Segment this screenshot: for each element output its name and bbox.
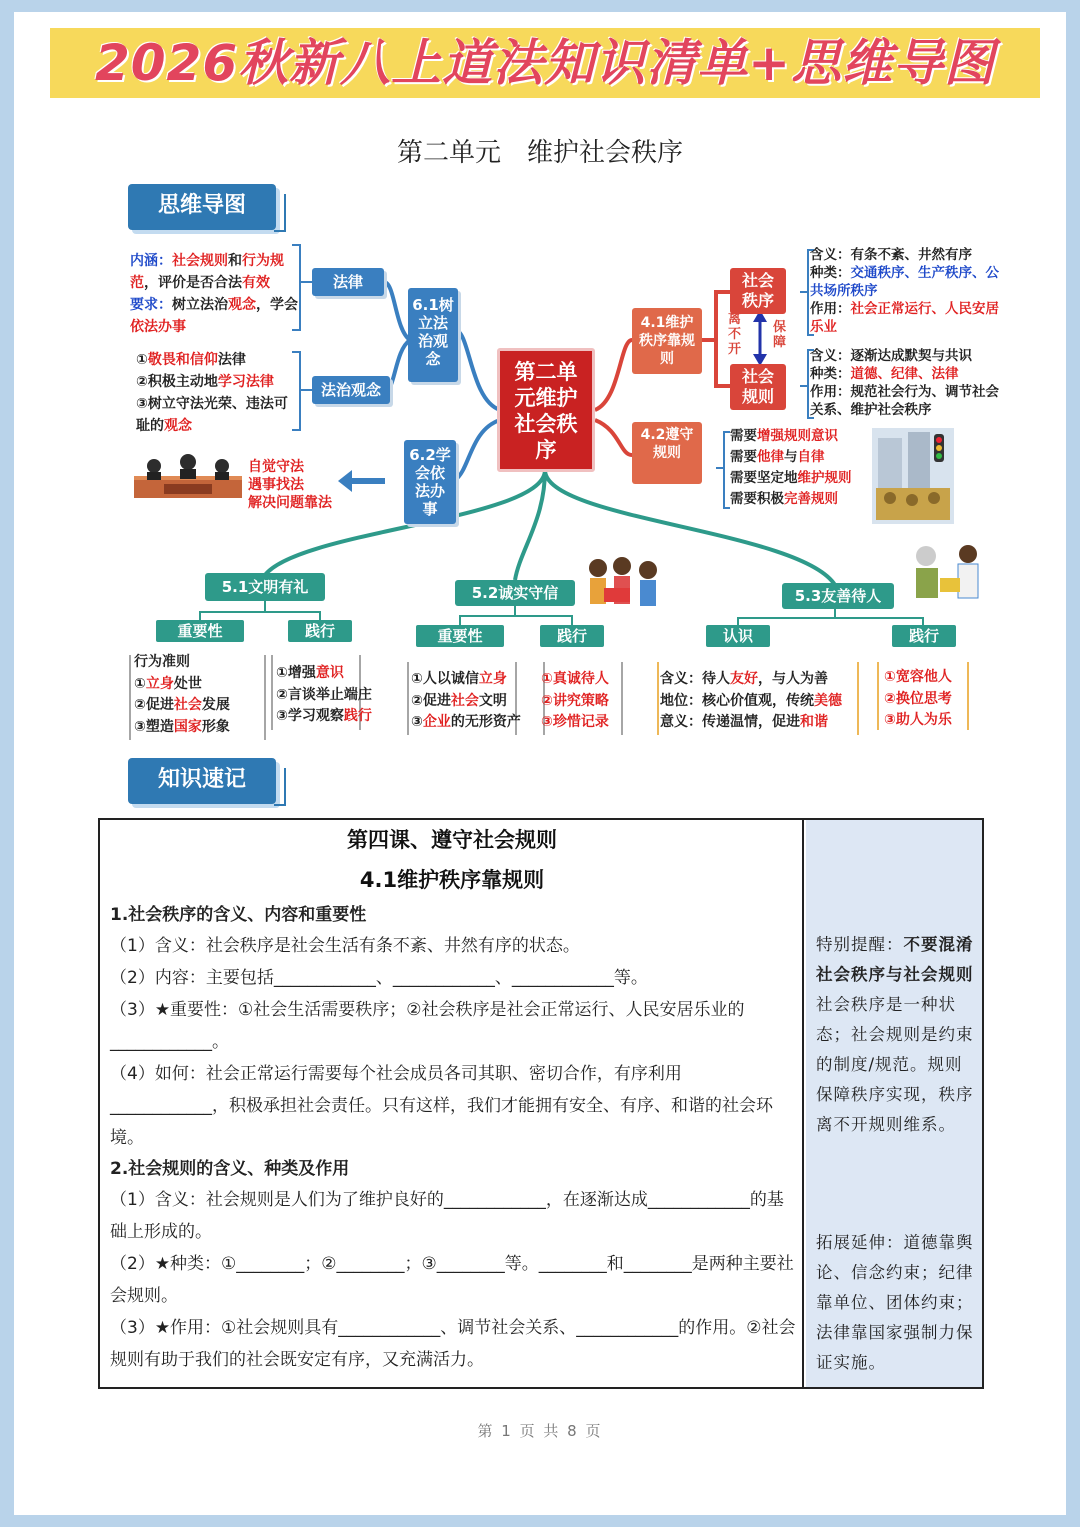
helping-elder-illustration	[906, 542, 986, 610]
knowledge-content	[110, 900, 800, 1376]
comply-rules-list: 需要增强规则意识 需要他律与自律 需要坚定地维护规则 需要积极完善规则	[730, 428, 852, 507]
node-5-3: 5.3友善待人	[782, 583, 894, 609]
mindmap-tag: 思维导图	[128, 184, 276, 230]
etiquette-practice: ①增强意识 ②言谈举止端庄 ③学习观察践行	[276, 665, 372, 724]
lesson-title: 第四课、遵守社会规则	[347, 828, 557, 852]
practice-tag-1: 践行	[288, 620, 352, 642]
node-5-1: 5.1文明有礼	[205, 573, 325, 601]
guarantee-label: 保障	[773, 320, 787, 350]
node-rule-of-law-concept: 法治观念	[312, 376, 390, 404]
node-social-rules: 社会规则	[730, 364, 786, 410]
knowledge-table	[98, 818, 984, 1389]
integrity-practice: ①真诚待人 ②讲究策略 ③珍惜记录	[541, 671, 609, 730]
section-heading-1: 1.社会秩序的含义、内容和重要性	[110, 905, 367, 925]
node-6-2: 6.2学会依法办事	[404, 440, 456, 524]
banner-title: 2026秋新八上道法知识清单+思维导图	[50, 28, 1040, 98]
knowledge-main-column	[100, 820, 804, 1387]
etiquette-importance: 行为准则 ①立身处世 ②促进社会发展 ③塑造国家形象	[134, 654, 230, 735]
para-6: （2）★种类：①________；②________；③________等。________和________是两种主要社会规则。	[110, 1254, 794, 1306]
para-7: （3）★作用：①社会规则具有____________、调节社会关系、____________的作用。②社会规则有助于我们的社会既安定有序，又充满活力。	[110, 1318, 796, 1370]
para-1: （1）含义：社会秩序是社会生活有条不紊、井然有序的状态。	[110, 936, 580, 956]
node-4-1: 4.1维护秩序靠规则	[632, 308, 702, 374]
law-definition: 内涵：社会规则和行为规范，评价是否合法有效 要求：树立法治观念，学会依法办事	[130, 253, 298, 335]
practice-tag-3: 践行	[892, 625, 956, 647]
node-6-1: 6.1树立法治观念	[408, 288, 458, 382]
act-by-law-list: 自觉守法 遇事找法 解决问题靠法	[248, 459, 332, 511]
knowledge-tag: 知识速记	[128, 758, 276, 804]
order-details: 含义：有条不紊、井然有序 种类：交通秩序、生产秩序、公共场所秩序 作用：社会正常运行、人民安居乐业	[810, 247, 999, 335]
para-5: （1）含义：社会规则是人们为了维护良好的____________，在逐渐达成____________的基础上形成的。	[110, 1190, 784, 1242]
section-heading-2: 2.社会规则的含义、种类及作用	[110, 1159, 350, 1179]
children-illustration	[582, 556, 666, 622]
extension-note: 拓展延伸：道德靠舆论、信念约束；纪律靠单位、团体约束；法律靠国家强制力保证实施。	[816, 1233, 974, 1372]
unit-title: 第二单元 维护社会秩序	[396, 138, 683, 168]
practice-tag-2: 践行	[540, 625, 604, 647]
page-number: 第 1 页 共 8 页	[477, 1422, 603, 1440]
para-3: （3）★重要性：①社会生活需要秩序；②社会秩序是社会正常运行、人民安居乐业的____________。	[110, 1000, 745, 1052]
lesson-subtitle: 4.1维护秩序靠规则	[359, 868, 545, 892]
node-law: 法律	[312, 268, 384, 296]
courtroom-illustration	[134, 450, 242, 500]
importance-tag-1: 重要性	[156, 620, 244, 642]
rules-details: 含义：逐渐达成默契与共识 种类：道德、纪律、法律 作用：规范社会行为、调节社会关系、维护社会秩序	[810, 348, 999, 418]
center-node: 第二单元维护社会秩序	[497, 348, 595, 472]
para-2: （2）内容：主要包括____________、____________、____________等。	[110, 968, 648, 988]
node-4-2: 4.2遵守规则	[632, 422, 702, 484]
inseparable-label: 离不开	[728, 312, 742, 357]
kindness-understanding: 含义：待人友好，与人为善 地位：核心价值观，传统美德 意义：传递温情，促进和谐	[660, 671, 842, 730]
node-social-order: 社会秩序	[730, 268, 786, 314]
integrity-importance: ①人以诚信立身 ②促进社会文明 ③企业的无形资产	[411, 671, 521, 730]
side-notes-column	[806, 820, 982, 1387]
para-4: （4）如何：社会正常运行需要每个社会成员各司其职、密切合作，有序利用____________，积极承担社会责任。只有这样，我们才能拥有安全、有序、和谐的社会环境。	[110, 1064, 773, 1148]
understanding-tag-3: 认识	[706, 625, 770, 647]
special-reminder: 特别提醒：不要混淆社会秩序与社会规则 社会秩序是一种状态；社会规则是约束的制度/规范。规则保障秩序实现，秩序离不开规则维系。	[816, 935, 974, 1134]
node-5-2: 5.2诚实守信	[455, 580, 575, 606]
traffic-illustration	[872, 428, 954, 524]
concept-list: ①敬畏和信仰法律 ②积极主动地学习法律 ③树立守法光荣、违法可耻的观念	[136, 352, 288, 434]
importance-tag-2: 重要性	[416, 625, 504, 647]
kindness-practice: ①宽容他人 ②换位思考 ③助人为乐	[884, 669, 952, 728]
